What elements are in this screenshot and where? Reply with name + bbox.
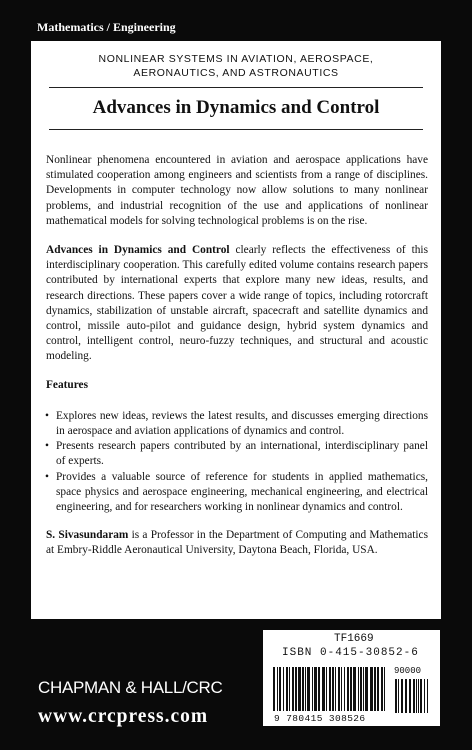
list-item — [46, 409, 428, 439]
description-paragraph — [46, 243, 428, 365]
intro-paragraph: Nonlinear phenomena encountered in aviation and aerospace applications have stimulated cooperation among engineers and scientists from a range of disciplines. Developments in computer technology now allow solutions to many nonlinear problems, and industrial recognition of the use and applications of nonlinear mathematical models for solving technological problems is on the rise. — [46, 154, 428, 227]
features-list — [46, 409, 428, 515]
description-lead: Advances in Dynamics and Control — [46, 244, 230, 257]
features-heading: Features — [46, 378, 89, 391]
product-code: TF1669 — [334, 633, 374, 645]
list-item — [46, 439, 428, 469]
price-code: 90000 — [394, 666, 422, 676]
publisher-url: www.crcpress.com — [38, 706, 209, 727]
list-item — [46, 470, 428, 516]
author-name: S. Sivasundaram — [46, 529, 129, 542]
isbn-barcode-box — [263, 630, 440, 726]
bullet-icon: • — [45, 409, 49, 422]
ean-number: 9 780415 308526 — [274, 713, 366, 724]
feature-text: Presents research papers contributed by an international, interdisciplinary panel of experts. — [56, 440, 428, 468]
bullet-icon: • — [45, 470, 49, 483]
book-title: Advances in Dynamics and Control — [92, 97, 380, 118]
description-text: clearly reflects the effectiveness of this interdisciplinary cooperation. This carefully edited volume contains research papers contributed by international experts that explore many new ideas, results, and research directions. These papers cover a wide range of topics, including rotorcraft dynamics, stabilization of unstable aircraft, spacecraft and satellite dynamics and control, missile auto-pilot and guidance design, hybrid system dynamics and control, intelligent control, neuro-fuzzy techniques, and structural and acoustic modeling. — [46, 244, 428, 363]
bullet-icon: • — [45, 440, 49, 453]
category-label: Mathematics / Engineering — [37, 20, 176, 34]
back-cover-panel — [31, 41, 441, 619]
series-line-1: NONLINEAR SYSTEMS IN AVIATION, AEROSPACE, — [98, 53, 374, 65]
isbn-number: ISBN 0-415-30852-6 — [282, 647, 419, 659]
blurb — [31, 153, 441, 559]
publisher-logo: CHAPMAN & HALL/CRC — [38, 678, 223, 697]
divider-bottom — [49, 129, 423, 130]
series-line-2: AERONAUTICS, AND ASTRONAUTICS — [133, 67, 339, 79]
series-title — [31, 52, 441, 80]
author-text: is a Professor in the Department of Computing and Mathematics at Embry-Riddle Aeronautical University, Daytona Beach, Florida, USA. — [46, 529, 428, 557]
divider-top — [49, 87, 423, 88]
author-paragraph — [46, 528, 428, 558]
feature-text: Provides a valuable source of reference for students in applied mathematics, space physics and aerospace engineering, mechanical engineering, and electrical engineering, and for researchers working in nonlinear dynamics and control. — [56, 470, 428, 514]
feature-text: Explores new ideas, reviews the latest results, and discusses emerging directions in aerospace and aviation applications of dynamics and control. — [56, 409, 428, 438]
